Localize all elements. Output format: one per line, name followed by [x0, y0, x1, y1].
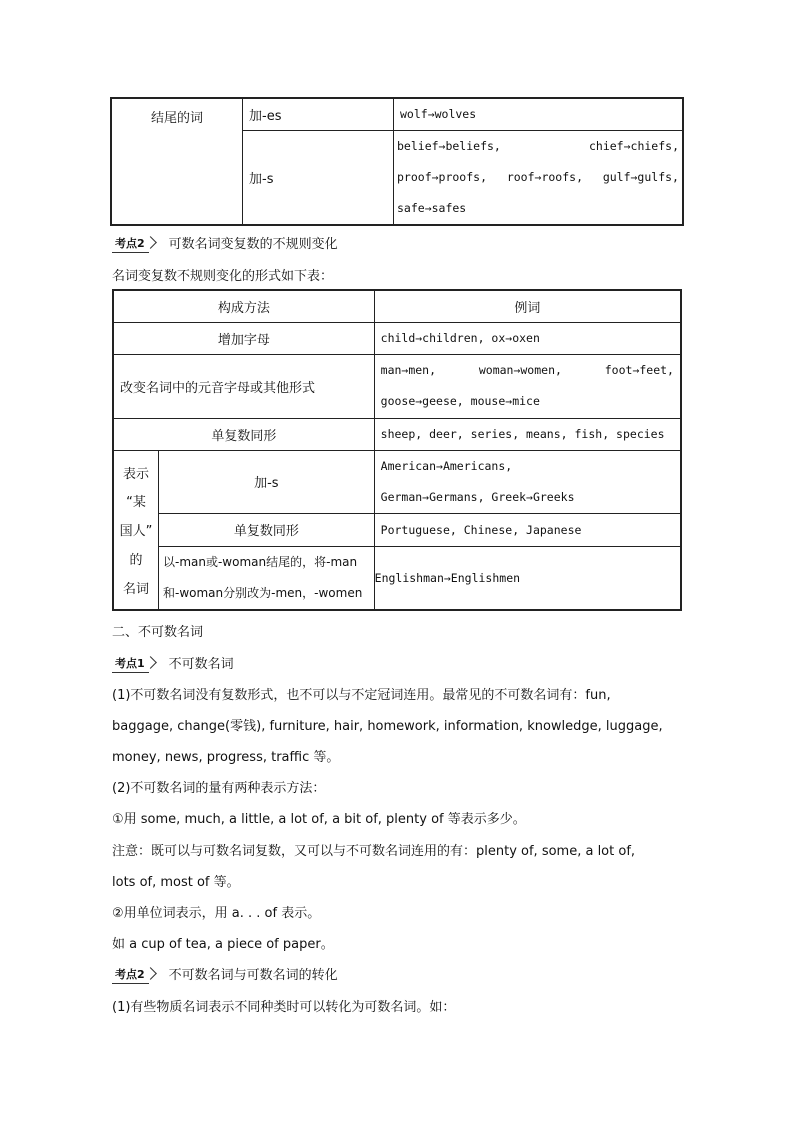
section-title: 二、不可数名词 [112, 625, 204, 640]
method-change-vowel: 改变名词中的元音字母或其他形式 [113, 354, 374, 418]
para-line: money, news, progress, traffic 等。 [112, 750, 340, 765]
irregular-plural-table [112, 289, 682, 611]
method-s: 加-s [243, 130, 394, 225]
header-example: 例词 [374, 290, 681, 322]
para-line: 注意：既可以与可数名词复数，又可以与不可数名词连用的有：plenty of, some, a lot of, [112, 844, 636, 859]
para-line: (1)不可数名词没有复数形式，也不可以与不定冠词连用。最常见的不可数名词有：fun, [112, 688, 611, 703]
method-nat-add-s: 加-s [159, 450, 375, 513]
example-es: wolf→wolves [394, 98, 684, 130]
example-add-letters: child→children, ox→oxen [374, 322, 681, 354]
example-nat-same: Portuguese, Chinese, Japanese [374, 513, 681, 546]
example-same-form: sheep, deer, series, means, fish, species [374, 418, 681, 450]
example-change-vowel: man→men, woman→women, foot→feet, goose→geese, mouse→mice [374, 354, 681, 418]
para-line: lots of, most of 等。 [112, 875, 240, 890]
para-line: 如 a cup of tea, a piece of paper。 [112, 937, 334, 952]
para-line: ①用 some, much, a little, a lot of, a bit of, plenty of 等表示多少。 [112, 812, 526, 827]
para-line: baggage, change(零钱), furniture, hair, homework, information, knowledge, luggage, [112, 719, 663, 734]
nationality-group-label: 表示 “某 国人” 的 名词 [113, 450, 159, 610]
method-es: 加-es [243, 98, 394, 130]
kaodian-heading: 考点1 不可数名词 [112, 653, 234, 672]
kaodian-badge: 考点1 [112, 657, 155, 671]
method-add-letters: 增加字母 [113, 322, 374, 354]
chevron-right-icon [144, 967, 157, 980]
kaodian-badge: 考点2 [112, 237, 155, 251]
header-method: 构成方法 [113, 290, 374, 322]
chevron-right-icon [144, 656, 157, 669]
kaodian-heading: 考点2 不可数名词与可数名词的转化 [112, 964, 338, 983]
kaodian-badge: 考点2 [112, 968, 155, 982]
intro-text: 名词变复数不规则变化的形式如下表： [112, 269, 334, 284]
para-line: (2)不可数名词的量有两种表示方法： [112, 781, 326, 796]
suffix-plural-table [110, 97, 684, 226]
chevron-right-icon [144, 236, 157, 249]
method-nat-same: 单复数同形 [159, 513, 375, 546]
para-line: ②用单位词表示，用 a. . . of 表示。 [112, 906, 321, 921]
row-label: 结尾的词 [111, 98, 243, 225]
example-nat-man: Englishman→Englishmen [374, 546, 681, 610]
method-nat-man: 以-man或-woman结尾的，将-man 和-woman分别改为-men，-women [159, 546, 375, 610]
method-same-form: 单复数同形 [113, 418, 374, 450]
para-line: (1)有些物质名词表示不同种类时可以转化为可数名词。如： [112, 1000, 456, 1015]
example-nat-add-s: American→Americans, German→Germans, Greek→Greeks [374, 450, 681, 513]
example-s: belief→beliefs, chief→chiefs, proof→proofs, roof→roofs, gulf→gulfs, safe→safes [394, 130, 684, 225]
kaodian-heading: 考点2 可数名词变复数的不规则变化 [112, 233, 338, 252]
